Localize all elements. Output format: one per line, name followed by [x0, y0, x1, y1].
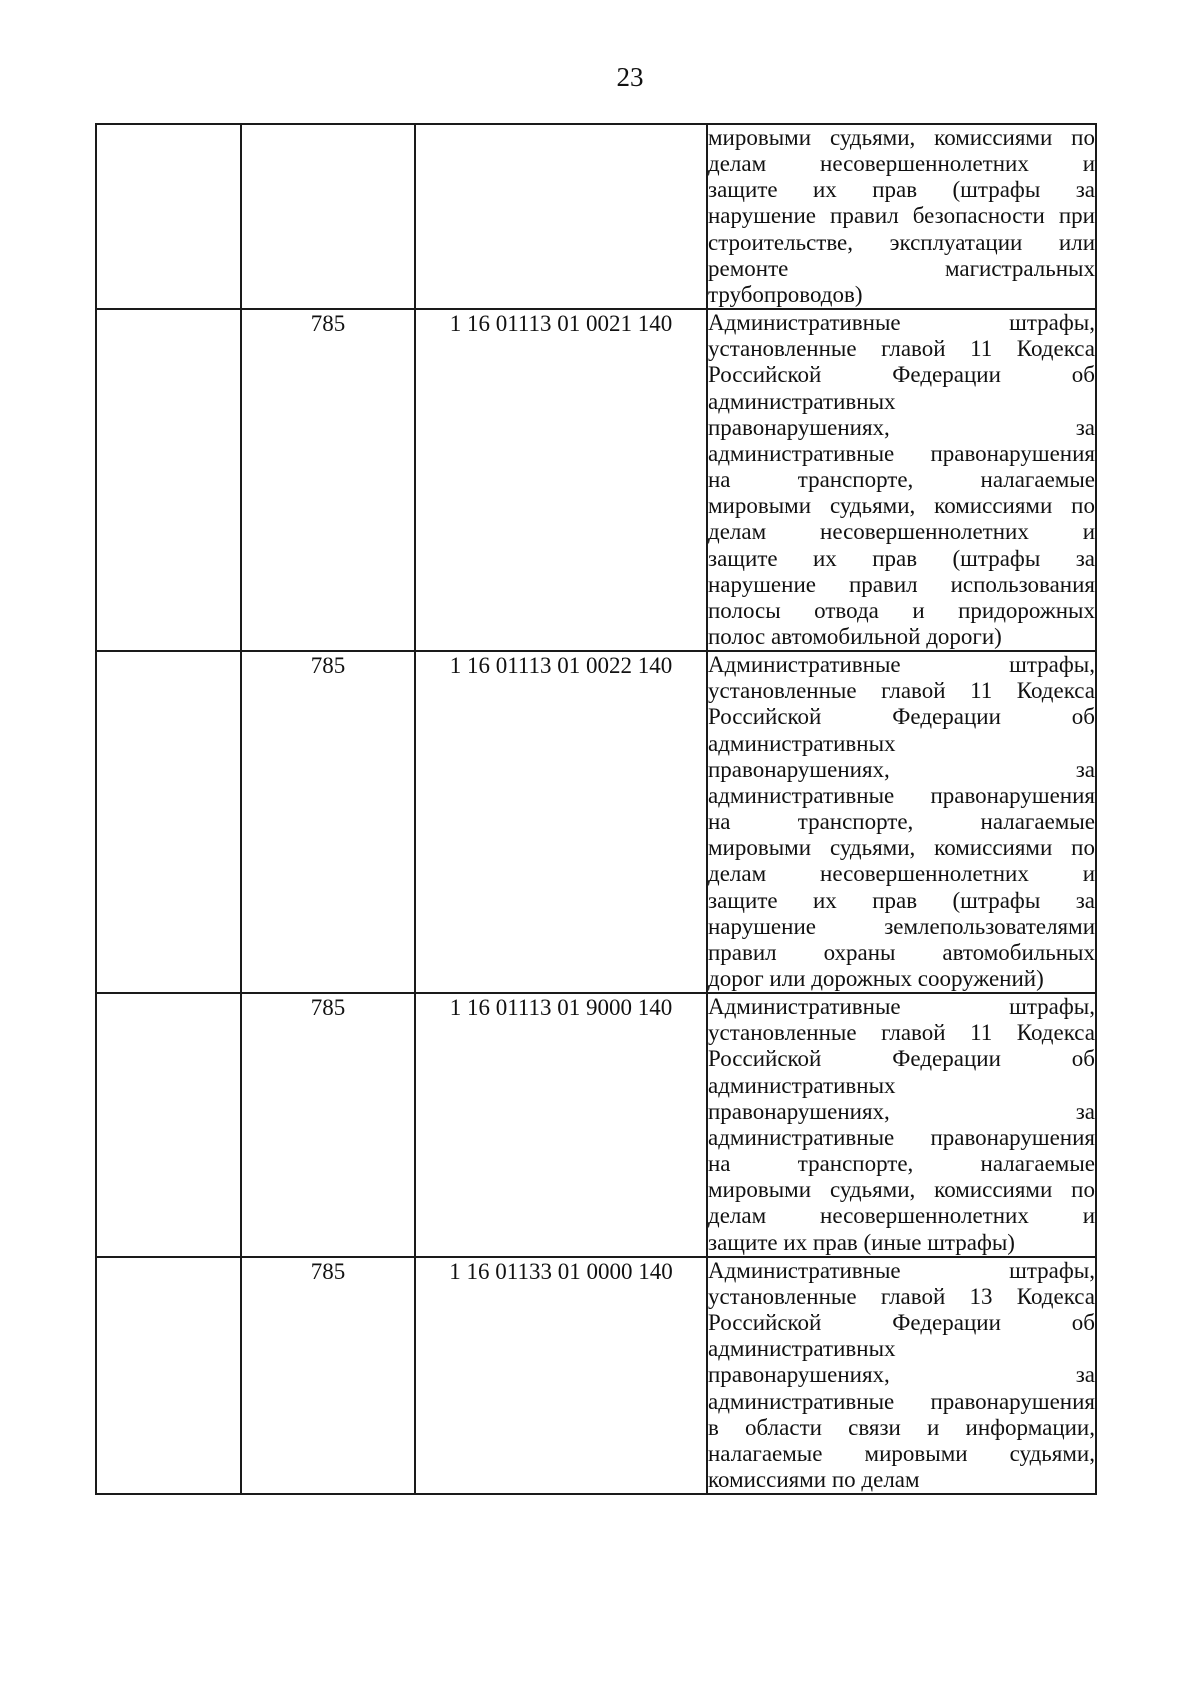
description-line: Административные штрафы,	[708, 994, 1095, 1020]
description-line: административных	[708, 1336, 896, 1362]
description-line: Российской Федерации об	[708, 1046, 1095, 1072]
description-line: защите их прав (штрафы за	[708, 177, 1095, 203]
description-line: трубопроводов)	[708, 281, 863, 307]
description-line: мировыми судьями, комиссиями по	[708, 835, 1095, 861]
description-line: правонарушениях, за	[708, 1098, 1095, 1124]
empty-cell	[96, 651, 241, 993]
description-line: мировыми судьями, комиссиями по	[708, 125, 1095, 150]
description-line: установленные главой 11 Кодекса	[708, 336, 1095, 362]
empty-cell	[96, 993, 241, 1257]
description-line: Российской Федерации об	[708, 362, 1095, 388]
description-line: установленные главой 11 Кодекса	[708, 678, 1095, 704]
page-number: 23	[616, 62, 644, 92]
description-line: правонарушениях, за	[708, 756, 1095, 782]
administrator-code-cell: 785	[241, 993, 415, 1257]
description-line: защите их прав (иные штрафы)	[708, 1229, 1015, 1255]
description-line: полосы отвода и придорожных	[708, 597, 1095, 623]
description-cell	[707, 309, 1096, 651]
description-line: в области связи и информации,	[708, 1414, 1095, 1440]
budget-classification-table	[95, 123, 1097, 1495]
table-row	[96, 1257, 1096, 1494]
kbk-code-cell: 1 16 01113 01 9000 140	[415, 993, 707, 1257]
description-line: строительстве, эксплуатации или	[708, 229, 1095, 255]
description-line: на транспорте, налагаемые	[708, 809, 1095, 835]
kbk-code-cell	[415, 124, 707, 309]
table-row	[96, 309, 1096, 651]
administrator-code-cell: 785	[241, 651, 415, 993]
empty-cell	[96, 124, 241, 309]
description-line: Административные штрафы,	[708, 310, 1095, 336]
description-cell	[707, 651, 1096, 993]
table-row	[96, 651, 1096, 993]
description-line: делам несовершеннолетних и	[708, 861, 1095, 887]
description-line: полос автомобильной дороги)	[708, 623, 1002, 649]
description-cell	[707, 993, 1096, 1257]
description-line: административные правонарушения	[708, 782, 1095, 808]
description-line: делам несовершеннолетних и	[708, 519, 1095, 545]
administrator-code-cell: 785	[241, 1257, 415, 1494]
description-line: установленные главой 11 Кодекса	[708, 1020, 1095, 1046]
description-line: Административные штрафы,	[708, 652, 1095, 678]
description-line: налагаемые мировыми судьями,	[708, 1440, 1095, 1466]
table-body	[96, 124, 1096, 1494]
description-line: нарушение землепользователями	[708, 913, 1095, 939]
description-line: делам несовершеннолетних и	[708, 1203, 1095, 1229]
description-line: защите их прав (штрафы за	[708, 545, 1095, 571]
description-line: правонарушениях, за	[708, 414, 1095, 440]
table-row	[96, 124, 1096, 309]
description-line: мировыми судьями, комиссиями по	[708, 493, 1095, 519]
description-line: административных	[708, 1072, 896, 1098]
description-line: нарушение правил использования	[708, 571, 1095, 597]
kbk-code-cell: 1 16 01133 01 0000 140	[415, 1257, 707, 1494]
description-cell	[707, 124, 1096, 309]
description-line: делам несовершеннолетних и	[708, 151, 1095, 177]
description-line: нарушение правил безопасности при	[708, 203, 1095, 229]
kbk-code-cell: 1 16 01113 01 0021 140	[415, 309, 707, 651]
description-line: правил охраны автомобильных	[708, 939, 1095, 965]
empty-cell	[96, 1257, 241, 1494]
description-line: на транспорте, налагаемые	[708, 1151, 1095, 1177]
description-line: административных	[708, 388, 896, 414]
table-row	[96, 993, 1096, 1257]
description-line: установленные главой 13 Кодекса	[708, 1283, 1095, 1309]
description-cell	[707, 1257, 1096, 1494]
description-line: мировыми судьями, комиссиями по	[708, 1177, 1095, 1203]
description-line: дорог или дорожных сооружений)	[708, 966, 1044, 991]
description-line: правонарушениях, за	[708, 1362, 1095, 1388]
description-line: Российской Федерации об	[708, 1310, 1095, 1336]
description-line: административные правонарушения	[708, 1124, 1095, 1150]
empty-cell	[96, 309, 241, 651]
description-line: Административные штрафы,	[708, 1257, 1095, 1283]
description-line: на транспорте, налагаемые	[708, 467, 1095, 493]
administrator-code-cell: 785	[241, 309, 415, 651]
description-line: комиссиями по делам	[708, 1466, 920, 1492]
description-line: защите их прав (штрафы за	[708, 887, 1095, 913]
kbk-code-cell: 1 16 01113 01 0022 140	[415, 651, 707, 993]
description-line: административные правонарушения	[708, 440, 1095, 466]
description-line: Российской Федерации об	[708, 704, 1095, 730]
description-line: административные правонарушения	[708, 1388, 1095, 1414]
description-line: административных	[708, 730, 896, 756]
description-line: ремонте магистральных	[708, 255, 1095, 281]
administrator-code-cell	[241, 124, 415, 309]
